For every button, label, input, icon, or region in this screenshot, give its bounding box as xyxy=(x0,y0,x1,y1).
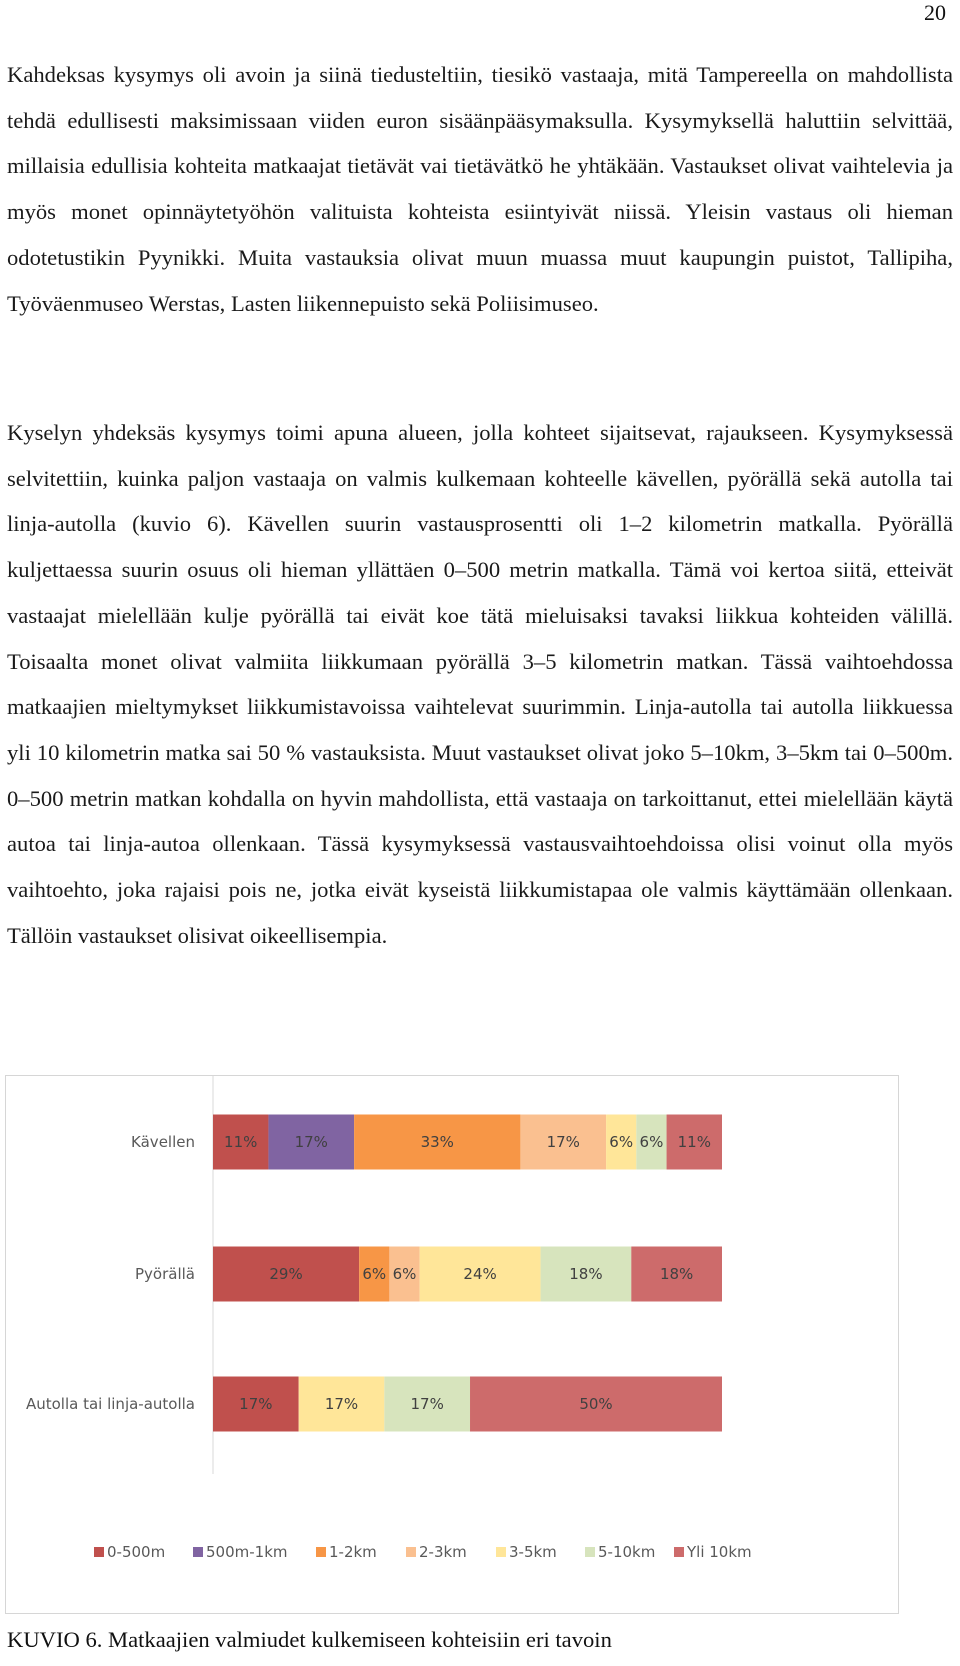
data-label: 17% xyxy=(324,1395,359,1413)
paragraph-2: Kyselyn yhdeksäs kysymys toimi apuna alueen, jolla kohteet sijaitsevat, rajaukseen. Kysymyksessä selvitettiin, kuinka paljon vastaaja on valmis kulkemaan kohteelle kävellen, pyörällä sekä autolla tai linja-autolla (kuvio 6). Kävellen suurin vastausprosentti oli 1–2 kilometrin matkalla. Pyörällä kuljettaessa suurin osuus oli hieman yllättäen 0–500 metrin matkalla. Tämä voi kertoa siitä, etteivät vastaajat mielellään kulje pyörällä tai eivät koe tätä mieluisaksi tavaksi liikkua kohteiden välillä. Toisaalta monet olivat valmiita liikkumaan pyörällä 3–5 kilometrin matkan. Tässä vaihtoehdossa matkaajien mieltymykset liikkumistavoissa vaihtelevat suurimmin. Linja-autolla tai autolla liikkuessa yli 10 kilometrin matka sai 50 % vastauksista. Muut vastaukset olivat joko 5–10km, 3–5km tai 0–500m. 0–500 metrin matkan kohdalla on hyvin mahdollista, että vastaaja on tarkoittanut, ettei mielellään käytä autoa tai linja-autoa ollenkaan. Tässä kysymyksessä vastausvaihtoehdoissa olisi voinut olla myös vaihtoehto, joka rajaisi pois ne, jotka eivät kyseistä liikkumistapaa ole valmis käyttämään ollenkaan. Tällöin vastaukset olisivat oikeellisempia. xyxy=(7,420,953,948)
data-label: 11% xyxy=(224,1133,258,1151)
chart-svg xyxy=(6,1076,900,1615)
data-label: 33% xyxy=(420,1133,454,1151)
paragraph-1: Kahdeksas kysymys oli avoin ja siinä tiedusteltiin, tiesikö vastaaja, mitä Tampereella on mahdollista tehdä edullisesti maksimissaan viiden euron sisäänpääsymaksulla. Kysymyksellä haluttiin selvittää, millaisia edullisia kohteita matkaajat tietävät vai tietävätkö he yhtäkään. Vastaukset olivat vaihtelevia ja myös monet opinnäytetyöhön valituista kohteista esiintyivät niissä. Yleisin vastaus oli hieman odotetustikin Pyynikki. Muita vastauksia olivat muun muassa muut kaupungin puistot, Tallipiha, Työväenmuseo Werstas, Lasten liikennepuisto sekä Poliisimuseo. xyxy=(7,62,953,316)
data-label: 17% xyxy=(239,1395,273,1413)
legend-swatch-0-500m xyxy=(94,1547,104,1557)
data-label: 17% xyxy=(410,1395,444,1413)
legend-swatch-500m-1km xyxy=(193,1547,203,1557)
data-label: 18% xyxy=(569,1265,603,1283)
legend-swatch-2-3km xyxy=(406,1547,416,1557)
category-label: Kävellen xyxy=(131,1133,195,1151)
data-label: 6% xyxy=(392,1265,417,1283)
legend-swatch-yli-10km xyxy=(674,1547,684,1557)
data-label: 50% xyxy=(579,1395,613,1413)
legend-label: Yli 10km xyxy=(687,1543,752,1561)
figure-caption: KUVIO 6. Matkaajien valmiudet kulkemiseen kohteisiin eri tavoin xyxy=(7,1627,612,1652)
data-label: 18% xyxy=(659,1265,694,1283)
page-number: 20 xyxy=(924,0,946,25)
data-label: 6% xyxy=(639,1133,664,1151)
legend-label: 2-3km xyxy=(419,1543,467,1561)
data-label: 11% xyxy=(677,1133,711,1151)
legend-label: 0-500m xyxy=(107,1543,166,1561)
legend-swatch-5-10km xyxy=(585,1547,595,1557)
category-label: Autolla tai linja-autolla xyxy=(25,1395,195,1413)
legend-label: 500m-1km xyxy=(206,1543,288,1561)
data-label: 6% xyxy=(362,1265,387,1283)
category-label: Pyörällä xyxy=(135,1265,195,1283)
legend-label: 5-10km xyxy=(598,1543,656,1561)
data-label: 17% xyxy=(546,1133,580,1151)
stacked-bar-chart xyxy=(5,1075,899,1614)
data-label: 29% xyxy=(269,1265,303,1283)
data-label: 24% xyxy=(463,1265,497,1283)
legend-swatch-3-5km xyxy=(496,1547,506,1557)
legend-label: 1-2km xyxy=(329,1543,377,1561)
legend-swatch-1-2km xyxy=(316,1547,326,1557)
data-label: 17% xyxy=(294,1133,328,1151)
data-label: 6% xyxy=(609,1133,634,1151)
legend-label: 3-5km xyxy=(509,1543,557,1561)
